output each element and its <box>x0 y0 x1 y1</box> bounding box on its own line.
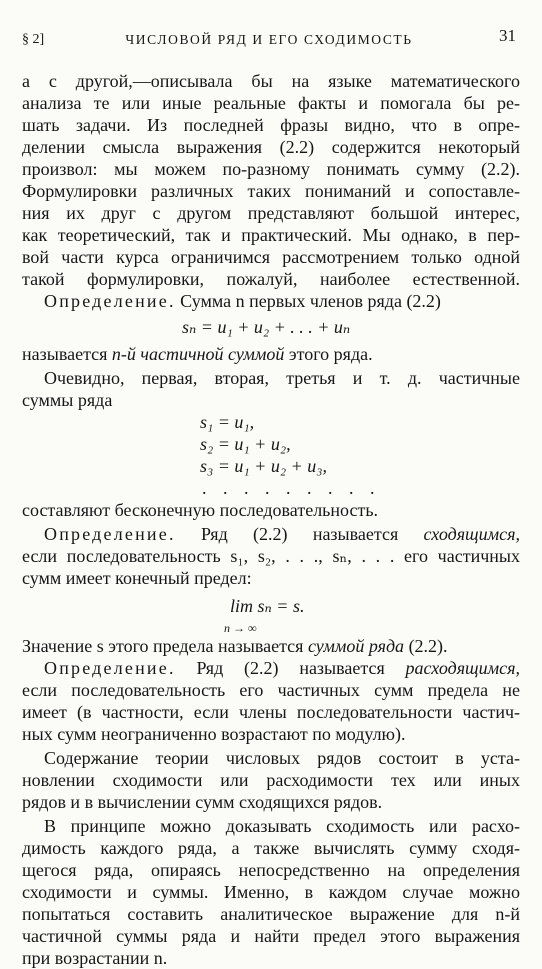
emphasis-term: суммой ряда <box>307 636 405 656</box>
formula-s3: s₃ = u₁ + u₂ + u₃, <box>200 456 327 476</box>
text-line: называется n-й частичной суммой этого ряда. <box>22 344 373 364</box>
text-line: вой части курса ограничимся рассмотрением только одной <box>22 247 520 267</box>
text-line: а с другой,—описывала бы на языке математического <box>22 71 520 91</box>
text-line: как теоретический, так и практический. Мы однако, в пер- <box>22 225 520 245</box>
text-line: такой формулировки, пожалуй, наиболее естественной. <box>22 269 520 289</box>
text-line: суммы ряда <box>22 390 113 410</box>
text-line: В принципе можно доказывать сходимость или расхо- <box>44 816 520 836</box>
definition-partial-sum <box>22 290 520 312</box>
text-line: Значение s этого предела называется суммой ряда (2.2). <box>22 636 448 656</box>
limit-subscript: n → ∞ <box>224 621 257 635</box>
definition-term: Определение. <box>44 291 176 311</box>
text-line: димость каждого ряда, а также вычислять сумму сходя- <box>22 838 520 858</box>
page-number: 31 <box>499 26 516 45</box>
paragraph-intro <box>22 70 520 290</box>
limit-expression: lim sₙ = s. <box>230 596 305 616</box>
formula-limit <box>22 589 520 635</box>
header-title: ЧИСЛОВОЙ РЯД И ЕГО СХОДИМОСТЬ <box>125 32 413 47</box>
formula-s1: s₁ = u₁, <box>200 412 255 432</box>
formula-partial-sum: sₙ = u₁ + u₂ + . . . + uₙ <box>182 317 351 337</box>
text-line: щегося ряда, опираясь непосредственно на определения <box>22 860 520 880</box>
formula-s2: s₂ = u₁ + u₂, <box>200 434 291 454</box>
definition-text: Сумма n первых членов ряда (2.2) <box>175 291 441 311</box>
text-line: делении смысла выражения (2.2) содержится некоторый <box>22 137 520 157</box>
text-line: если последовательность его частичных сумм предела не <box>22 680 520 700</box>
text-line: при возрастании n. <box>22 948 168 968</box>
running-header <box>22 26 516 50</box>
text-line: шать задачи. Из последней фразы видно, что в опре- <box>22 115 520 135</box>
definition-term: Определение. <box>44 658 176 678</box>
text-line: рядов и в вычислении сумм сходящихся рядов. <box>22 792 383 812</box>
text-line: Очевидно, первая, вторая, третья и т. д. частичные <box>44 368 520 388</box>
section-marker: § 2] <box>22 32 45 47</box>
page-body <box>22 70 520 969</box>
text-line: сходимости и суммы. Именно, в каждом случае можно <box>22 882 520 902</box>
text-line: Содержание теории числовых рядов состоит в уста- <box>44 748 520 768</box>
text-line: ния их друг с другом представляют большой интерес, <box>22 203 520 223</box>
text-line: анализа те или иные реальные факты и помогала бы ре- <box>22 93 520 113</box>
text-line: ных сумм неограниченно возрастают по модулю). <box>22 724 406 744</box>
text-line: сумм имеет конечный предел: <box>22 568 252 588</box>
emphasis-term: n-й частичной суммой <box>111 344 285 364</box>
text-line: новлении сходимости или расходимости тех или иных <box>22 770 520 790</box>
definition-term: Определение. <box>44 524 176 544</box>
ellipsis-row: . . . . . . . . . <box>202 478 381 498</box>
emphasis-term: сходящимся, <box>423 524 520 544</box>
text-line: частичной суммы ряда и найти предел этого выражения <box>22 926 520 946</box>
text-line: имеет (в частности, если члены последовательности частич- <box>22 702 520 722</box>
text-line: составляют бесконечную последовательность. <box>22 500 379 520</box>
text-line: произвол: мы можем по-разному понимать сумму (2.2). <box>22 159 520 179</box>
definition-convergent: Определение. Ряд (2.2) называется сходящимся, <box>44 524 520 544</box>
text-line: если последовательность s₁, s₂, . . ., sₙ, . . . его частичных <box>22 546 520 566</box>
definition-divergent: Определение. Ряд (2.2) называется расходящимся, <box>44 658 520 678</box>
text-line: попытаться составить аналитическое выражение для n-й <box>22 904 520 924</box>
text-line: Формулировки различных таких пониманий и сопоставле- <box>22 181 520 201</box>
emphasis-term: расходящимся, <box>405 658 520 678</box>
